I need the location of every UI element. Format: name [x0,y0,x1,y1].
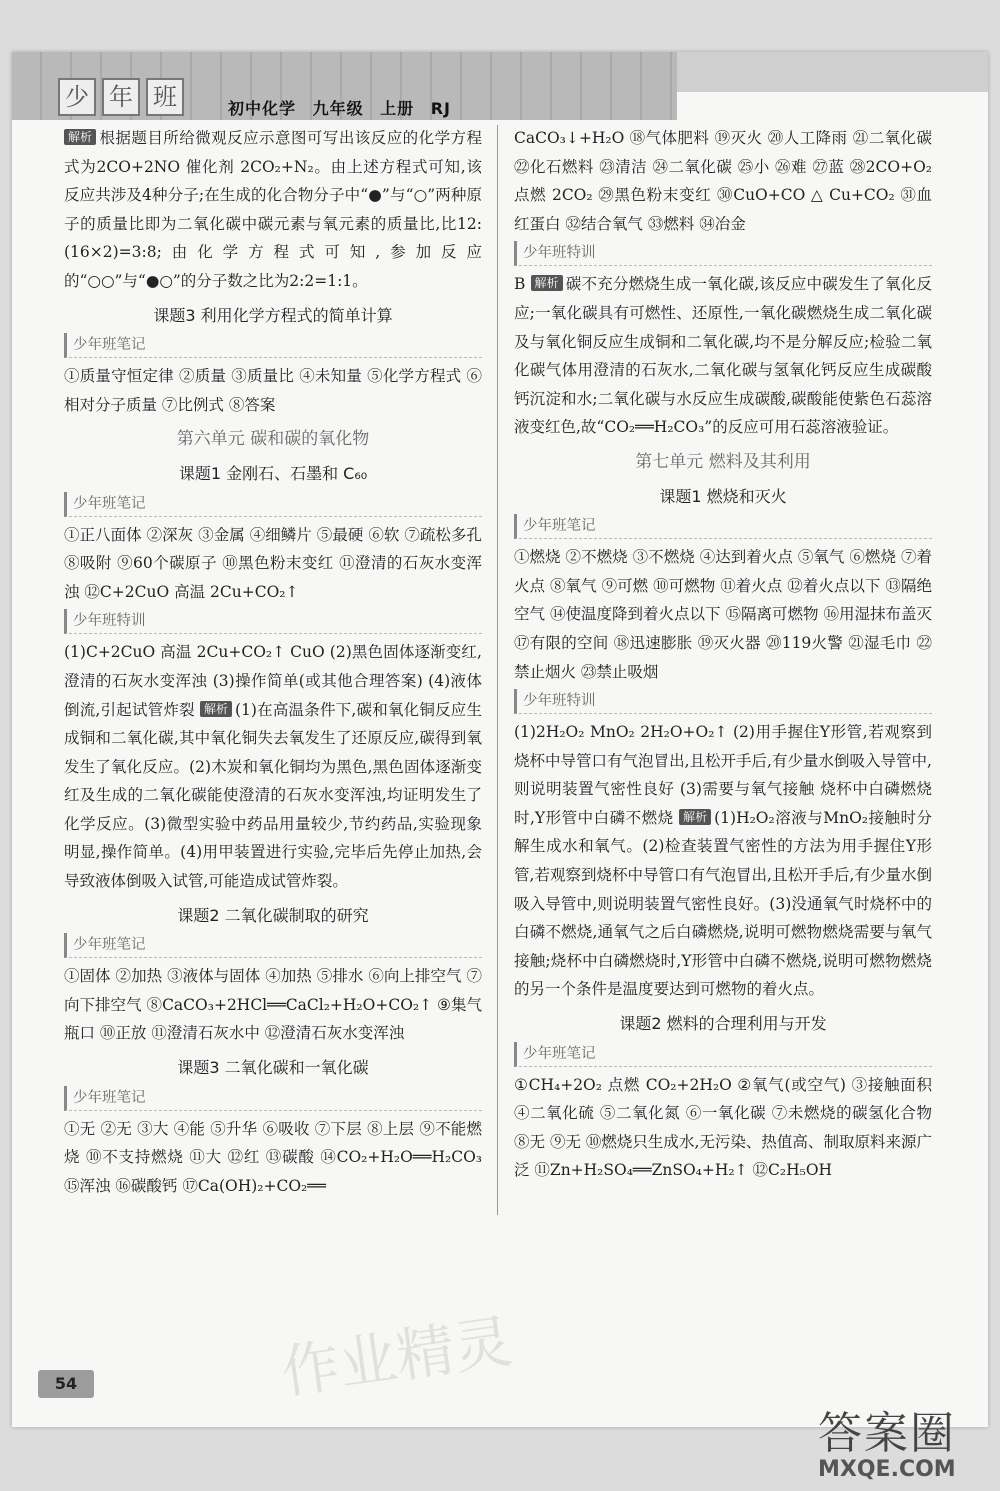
left-column [64,124,482,1200]
brand-char-2: 年 [102,78,140,116]
u6-l1-notes: ①正八面体 ②深灰 ③金属 ④细鳞片 ⑤最硬 ⑥软 ⑦疏松多孔 ⑧吸附 ⑨60个碳原子 ⑩黑色粉末变红 ⑪澄清的石灰水变浑浊 ⑫C+2CuO 高温 2Cu+CO₂↑ [64,525,482,601]
lesson-title: 课题2 二氧化碳制取的研究 [177,905,369,925]
unit-title: 第七单元 燃料及其利用 [635,451,811,472]
u6-l1-training-explain: (1)在高温条件下,碳和氧化铜反应生成铜和二氧化碳,其中氧化铜失去氧发生了还原反应,碳得到氧发生了氧化反应。(2)木炭和氧化铜均为黑色,黑色固体逐渐变红及生成的二氧化碳能使澄清的石灰水变浑浊,均证明发生了化学反应。(3)微型实验中药品用量较少,节约药品,实验现象明显,操作简单。(4)用甲装置进行实验,完毕后先停止加热,会导致液体倒吸入试管,可能造成试管炸裂。 [64,700,482,891]
section-label-notes: 少年班笔记 [64,933,482,958]
series-title: 初中化学 九年级 上册 RJ [228,99,451,118]
u6-l3-notes: ①无 ②无 ③大 ④能 ⑤升华 ⑥吸收 ⑦下层 ⑧上层 ⑨不能燃烧 ⑩不支持燃烧 ⑪大 ⑫红 ⑬碳酸 ⑭CO₂+H₂O══H₂CO₃ ⑮浑浊 ⑯碳酸钙 ⑰Ca(OH)₂+CO₂══ [64,1119,482,1195]
u6-l2-notes: ①固体 ②加热 ③液体与固体 ④加热 ⑤排水 ⑥向上排空气 ⑦向下排空气 ⑧CaCO₃+2HCl══CaCl₂+H₂O+CO₂↑ ⑨集气瓶口 ⑩正放 ⑪澄清石灰水中 ⑫澄清石灰水变浑浊 [64,967,482,1043]
section-label-notes: 少年班笔记 [64,1086,482,1111]
u7-l1-training [514,718,932,1004]
section-label-notes: 少年班笔记 [64,492,482,517]
lesson3-notes: ①质量守恒定律 ②质量 ③质量比 ④未知量 ⑤化学方程式 ⑥相对分子质量 ⑦比例式 ⑧答案 [64,367,482,414]
watermark: 作业精灵 [277,1307,517,1407]
u6-l3-notes-continued: CaCO₃↓+H₂O ⑱气体肥料 ⑲灭火 ⑳人工降雨 ㉑二氧化碳 ㉒化石燃料 ㉓清洁 ㉔二氧化碳 ㉕小 ㉖难 ㉗蓝 ㉘2CO+O₂ 点燃 2CO₂ ㉙黑色粉末变红 ㉚CuO+CO △ Cu+CO₂ ㉛血红蛋白 ㉜结合氧气 ㉝燃料 ㉞冶金 [514,129,932,233]
u6-l3-training [514,270,932,442]
header-band-right [677,52,988,92]
u6-l1-training [64,638,482,895]
column-divider [497,125,498,1215]
training-answer: B [514,275,526,294]
training-explain: 碳不充分燃烧生成一氧化碳,该反应中碳发生了氧化反应;一氧化碳具有可燃性、还原性,一氧化碳燃烧生成二氧化碳及与氧化铜反应生成铜和二氧化碳,均不是分解反应;检验二氧化碳气体用澄清的石灰水,二氧化碳与氢氧化钙反应生成碳酸钙沉淀和水;二氧化碳与水反应生成碳酸,碳酸能使紫色石蕊溶液变红色,故“CO₂══H₂CO₃”的反应可用石蕊溶液验证。 [514,275,932,437]
section-label-notes: 少年班笔记 [514,514,932,539]
u7-l2-notes: ①CH₄+2O₂ 点燃 CO₂+2H₂O ②氧气(或空气) ③接触面积 ④二氧化硫 ⑤二氧化氮 ⑥一氧化碳 ⑦未燃烧的碳氢化合物 ⑧无 ⑨无 ⑩燃烧只生成水,无污染、热值高、制取原料来源广泛 ⑪Zn+H₂SO₄══ZnSO₄+H₂↑ ⑫C₂H₅OH [514,1075,932,1180]
brand-logo [58,78,184,116]
u7-l1-training-explain: (1)H₂O₂溶液与MnO₂接触时分解生成水和氧气。(2)检查装置气密性的方法为用手握住Y形管,若观察到烧杯中导管口有气泡冒出,且松开手后,有少量水倒吸入导管中,则说明装置气密性良好。(3)没通氧气时烧杯中的白磷不燃烧,通氧气之后白磷燃烧,说明可燃物燃烧需要与氧气接触;烧杯中白磷燃烧时,Y形管中白磷不燃烧,说明可燃物燃烧的另一个条件是温度要达到可燃物的着火点。 [514,808,932,999]
section-label-notes: 少年班笔记 [64,333,482,358]
lesson-title: 课题2 燃料的合理利用与开发 [619,1014,827,1034]
brand-char-1: 少 [58,78,96,116]
analysis-tag: 解析 [200,701,232,717]
lesson-title: 课题3 二氧化碳和一氧化碳 [177,1058,369,1078]
section-label-training: 少年班特训 [514,241,932,266]
site-logo-url: MXQE.COM [818,1457,956,1482]
u6-l1-training-answer: (1)C+2CuO 高温 2Cu+CO₂↑ CuO (2)黑色固体逐渐变红,澄清的石灰水变浑浊 (3)操作简单(或其他合理答案) (4)液体倒流,引起试管炸裂 [64,643,482,719]
u7-l1-notes: ①燃烧 ②不燃烧 ③不燃烧 ④达到着火点 ⑤氧气 ⑥燃烧 ⑦着火点 ⑧氧气 ⑨可燃 ⑩可燃物 ⑪着火点 ⑫着火点以下 ⑬隔绝空气 ⑭使温度降到着火点以下 ⑮隔离可燃物 ⑯用湿抹布盖灭 ⑰有限的空间 ⑱迅速膨胀 ⑲灭火器 ⑳119火警 ㉑湿毛巾 ㉒禁止烟火 ㉓禁止吸烟 [514,548,932,681]
brand-char-3: 班 [146,78,184,116]
lesson-title: 课题3 利用化学方程式的简单计算 [153,305,393,325]
page-number: 54 [38,1370,94,1398]
u7-l1-training-answer: (1)2H₂O₂ MnO₂ 2H₂O+O₂↑ (2)用手握住Y形管,若观察到烧杯中导管口有气泡冒出,且松开手后,有少量水倒吸入导管中,则说明装置气密性良好 (3)需要与氧气接触 烧杯中白磷燃烧时,Y形管中白磷不燃烧 [514,723,932,827]
analysis-tag: 解析 [531,275,563,291]
lesson-title: 课题1 金刚石、石墨和 C₆₀ [178,463,368,483]
analysis-tag: 解析 [64,129,96,145]
right-column [514,124,932,1185]
lesson-title: 课题1 燃烧和灭火 [659,486,787,506]
intro-text: 根据题目所给微观反应示意图可写出该反应的化学方程式为2CO+2NO 催化剂 2CO₂+N₂。由上述方程式可知,该反应共涉及4种分子;在生成的化合物分子中“●”与“○”两种原子的质量比即为二氧化碳中碳元素与氧元素的质量比,比12:(16×2)=3:8;由化学方程式可知,参加反应的“○○”与“●○”的分子数之比为2:2=1:1。 [64,129,482,290]
site-logo-text: 答案圈 [818,1408,956,1459]
unit-title: 第六单元 碳和碳的氧化物 [176,429,370,450]
section-label-training: 少年班特训 [64,609,482,634]
section-label-training: 少年班特训 [514,689,932,714]
analysis-tag: 解析 [679,809,711,825]
section-label-notes: 少年班笔记 [514,1042,932,1067]
intro-paragraph [64,124,482,296]
site-logo [818,1397,988,1487]
